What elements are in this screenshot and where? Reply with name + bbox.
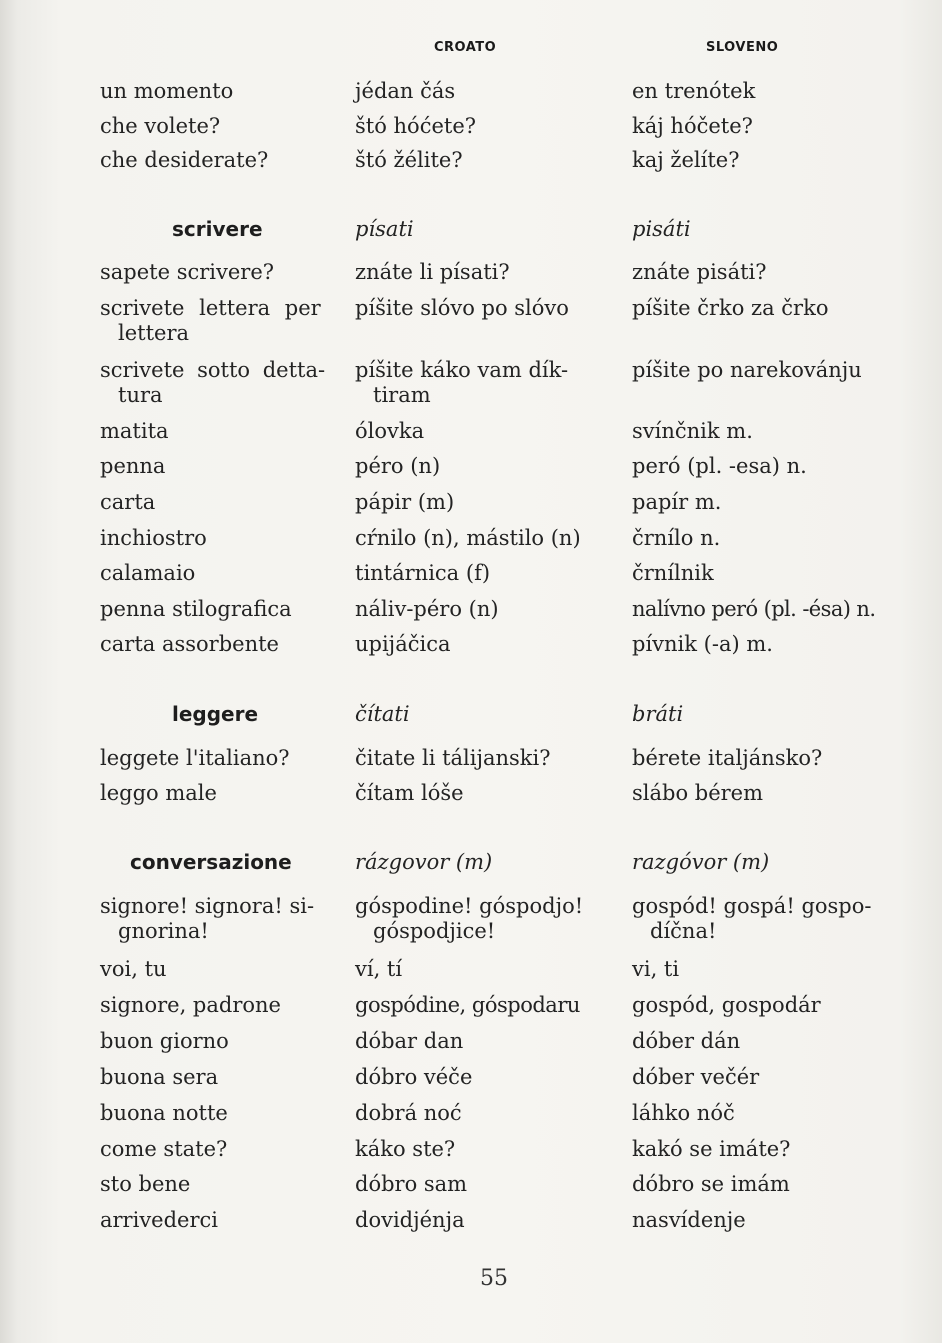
italian-entry: buona sera (100, 1065, 219, 1089)
slovenian-entry: en trenótek (632, 79, 756, 103)
croatian-entry-continuation: tiram (373, 383, 431, 407)
croatian-entry: čítam lóše (355, 781, 464, 805)
section-croatian-scrivere: písati (355, 217, 414, 241)
croatian-entry: píšite slóvo po slóvo (355, 296, 569, 320)
croatian-entry: dóbro véče (355, 1065, 473, 1089)
italian-entry: arrivederci (100, 1208, 218, 1232)
italian-entry-continuation: gnorina! (118, 919, 209, 943)
column-header-croato: CROATO (434, 40, 497, 55)
italian-entry: signore! signora! si- (100, 894, 315, 918)
slovenian-entry: láhko nóč (632, 1101, 735, 1125)
slovenian-entry: kaj želíte? (632, 148, 740, 172)
croatian-entry: čitate li tálijanski? (355, 746, 551, 770)
croatian-entry: dovidjénja (355, 1208, 465, 1232)
italian-entry: scrivete lettera per (100, 296, 321, 320)
slovenian-entry: svínčnik m. (632, 419, 753, 443)
italian-entry: calamaio (100, 561, 196, 585)
slovenian-entry: dóbro se imám (632, 1172, 790, 1196)
section-slovenian-scrivere: pisáti (632, 217, 691, 241)
croatian-entry: ví, tí (355, 957, 403, 981)
column-header-sloveno: SLOVENO (706, 40, 779, 55)
croatian-entry: upijáčica (355, 632, 451, 656)
section-slovenian-leggere: bráti (632, 702, 684, 726)
croatian-entry: péro (n) (355, 454, 441, 478)
slovenian-entry: gospód, gospodár (632, 993, 821, 1017)
italian-entry: che volete? (100, 114, 221, 138)
slovenian-entry: peró (pl. -esa) n. (632, 454, 807, 478)
croatian-entry: ólovka (355, 419, 425, 443)
italian-entry: buon giorno (100, 1029, 229, 1053)
croatian-entry: jédan čás (355, 79, 456, 103)
slovenian-entry: slábo bérem (632, 781, 764, 805)
slovenian-entry: káj hóčete? (632, 114, 753, 138)
croatian-entry: pápir (m) (355, 490, 455, 514)
slovenian-entry: nalívno peró (pl. -ésa) n. (632, 597, 876, 621)
italian-entry: penna (100, 454, 166, 478)
slovenian-entry: papír m. (632, 490, 722, 514)
slovenian-entry: vi, ti (632, 957, 680, 981)
slovenian-entry: píšite črko za črko (632, 296, 829, 320)
slovenian-entry: kakó se imáte? (632, 1137, 791, 1161)
croatian-entry: káko ste? (355, 1137, 456, 1161)
italian-entry: matita (100, 419, 169, 443)
croatian-entry: dóbar dan (355, 1029, 464, 1053)
croatian-entry: tintárnica (f) (355, 561, 491, 585)
italian-entry: leggo male (100, 781, 217, 805)
italian-entry: che desiderate? (100, 148, 269, 172)
croatian-entry: píšite káko vam dík- (355, 358, 569, 382)
section-title-leggere: leggere (172, 702, 259, 726)
italian-entry: inchiostro (100, 526, 207, 550)
croatian-entry: dobrá noć (355, 1101, 462, 1125)
slovenian-entry: črnílo n. (632, 526, 721, 550)
croatian-entry: znáte li písati? (355, 260, 510, 284)
italian-entry: voi, tu (100, 957, 167, 981)
section-croatian-leggere: čítati (355, 702, 410, 726)
italian-entry: penna stilografica (100, 597, 292, 621)
italian-entry: un momento (100, 79, 234, 103)
slovenian-entry: pívnik (-a) m. (632, 632, 773, 656)
italian-entry: buona notte (100, 1101, 228, 1125)
slovenian-entry: gospód! gospá! gospo- (632, 894, 872, 918)
slovenian-entry: dóber večér (632, 1065, 760, 1089)
croatian-entry: náliv-péro (n) (355, 597, 499, 621)
italian-entry: leggete l'italiano? (100, 746, 290, 770)
italian-entry: come state? (100, 1137, 228, 1161)
croatian-entry: gospódine, góspodaru (355, 993, 580, 1017)
croatian-entry: dóbro sam (355, 1172, 468, 1196)
page-number: 55 (480, 1266, 508, 1291)
italian-entry-continuation: lettera (118, 321, 190, 345)
slovenian-entry: znáte pisáti? (632, 260, 767, 284)
slovenian-entry: nasvídenje (632, 1208, 746, 1232)
italian-entry: carta (100, 490, 156, 514)
slovenian-entry-continuation: díčna! (650, 919, 717, 943)
section-slovenian-conversazione: razgóvor (m) (632, 850, 770, 874)
slovenian-entry: bérete italjánsko? (632, 746, 823, 770)
slovenian-entry: dóber dán (632, 1029, 741, 1053)
italian-entry-continuation: tura (118, 383, 163, 407)
section-title-conversazione: conversazione (130, 850, 292, 874)
slovenian-entry: píšite po narekovánju (632, 358, 862, 382)
italian-entry: signore, padrone (100, 993, 281, 1017)
croatian-entry: štó hóćete? (355, 114, 477, 138)
croatian-entry: cŕnilo (n), mástilo (n) (355, 526, 581, 550)
section-title-scrivere: scrivere (172, 217, 263, 241)
croatian-entry-continuation: góspodjice! (373, 919, 496, 943)
croatian-entry: góspodine! góspodjo! (355, 894, 584, 918)
italian-entry: sto bene (100, 1172, 191, 1196)
section-croatian-conversazione: rázgovor (m) (355, 850, 493, 874)
slovenian-entry: črnílnik (632, 561, 714, 585)
italian-entry: carta assorbente (100, 632, 279, 656)
italian-entry: sapete scrivere? (100, 260, 275, 284)
croatian-entry: štó žélite? (355, 148, 463, 172)
italian-entry: scrivete sotto detta- (100, 358, 326, 382)
